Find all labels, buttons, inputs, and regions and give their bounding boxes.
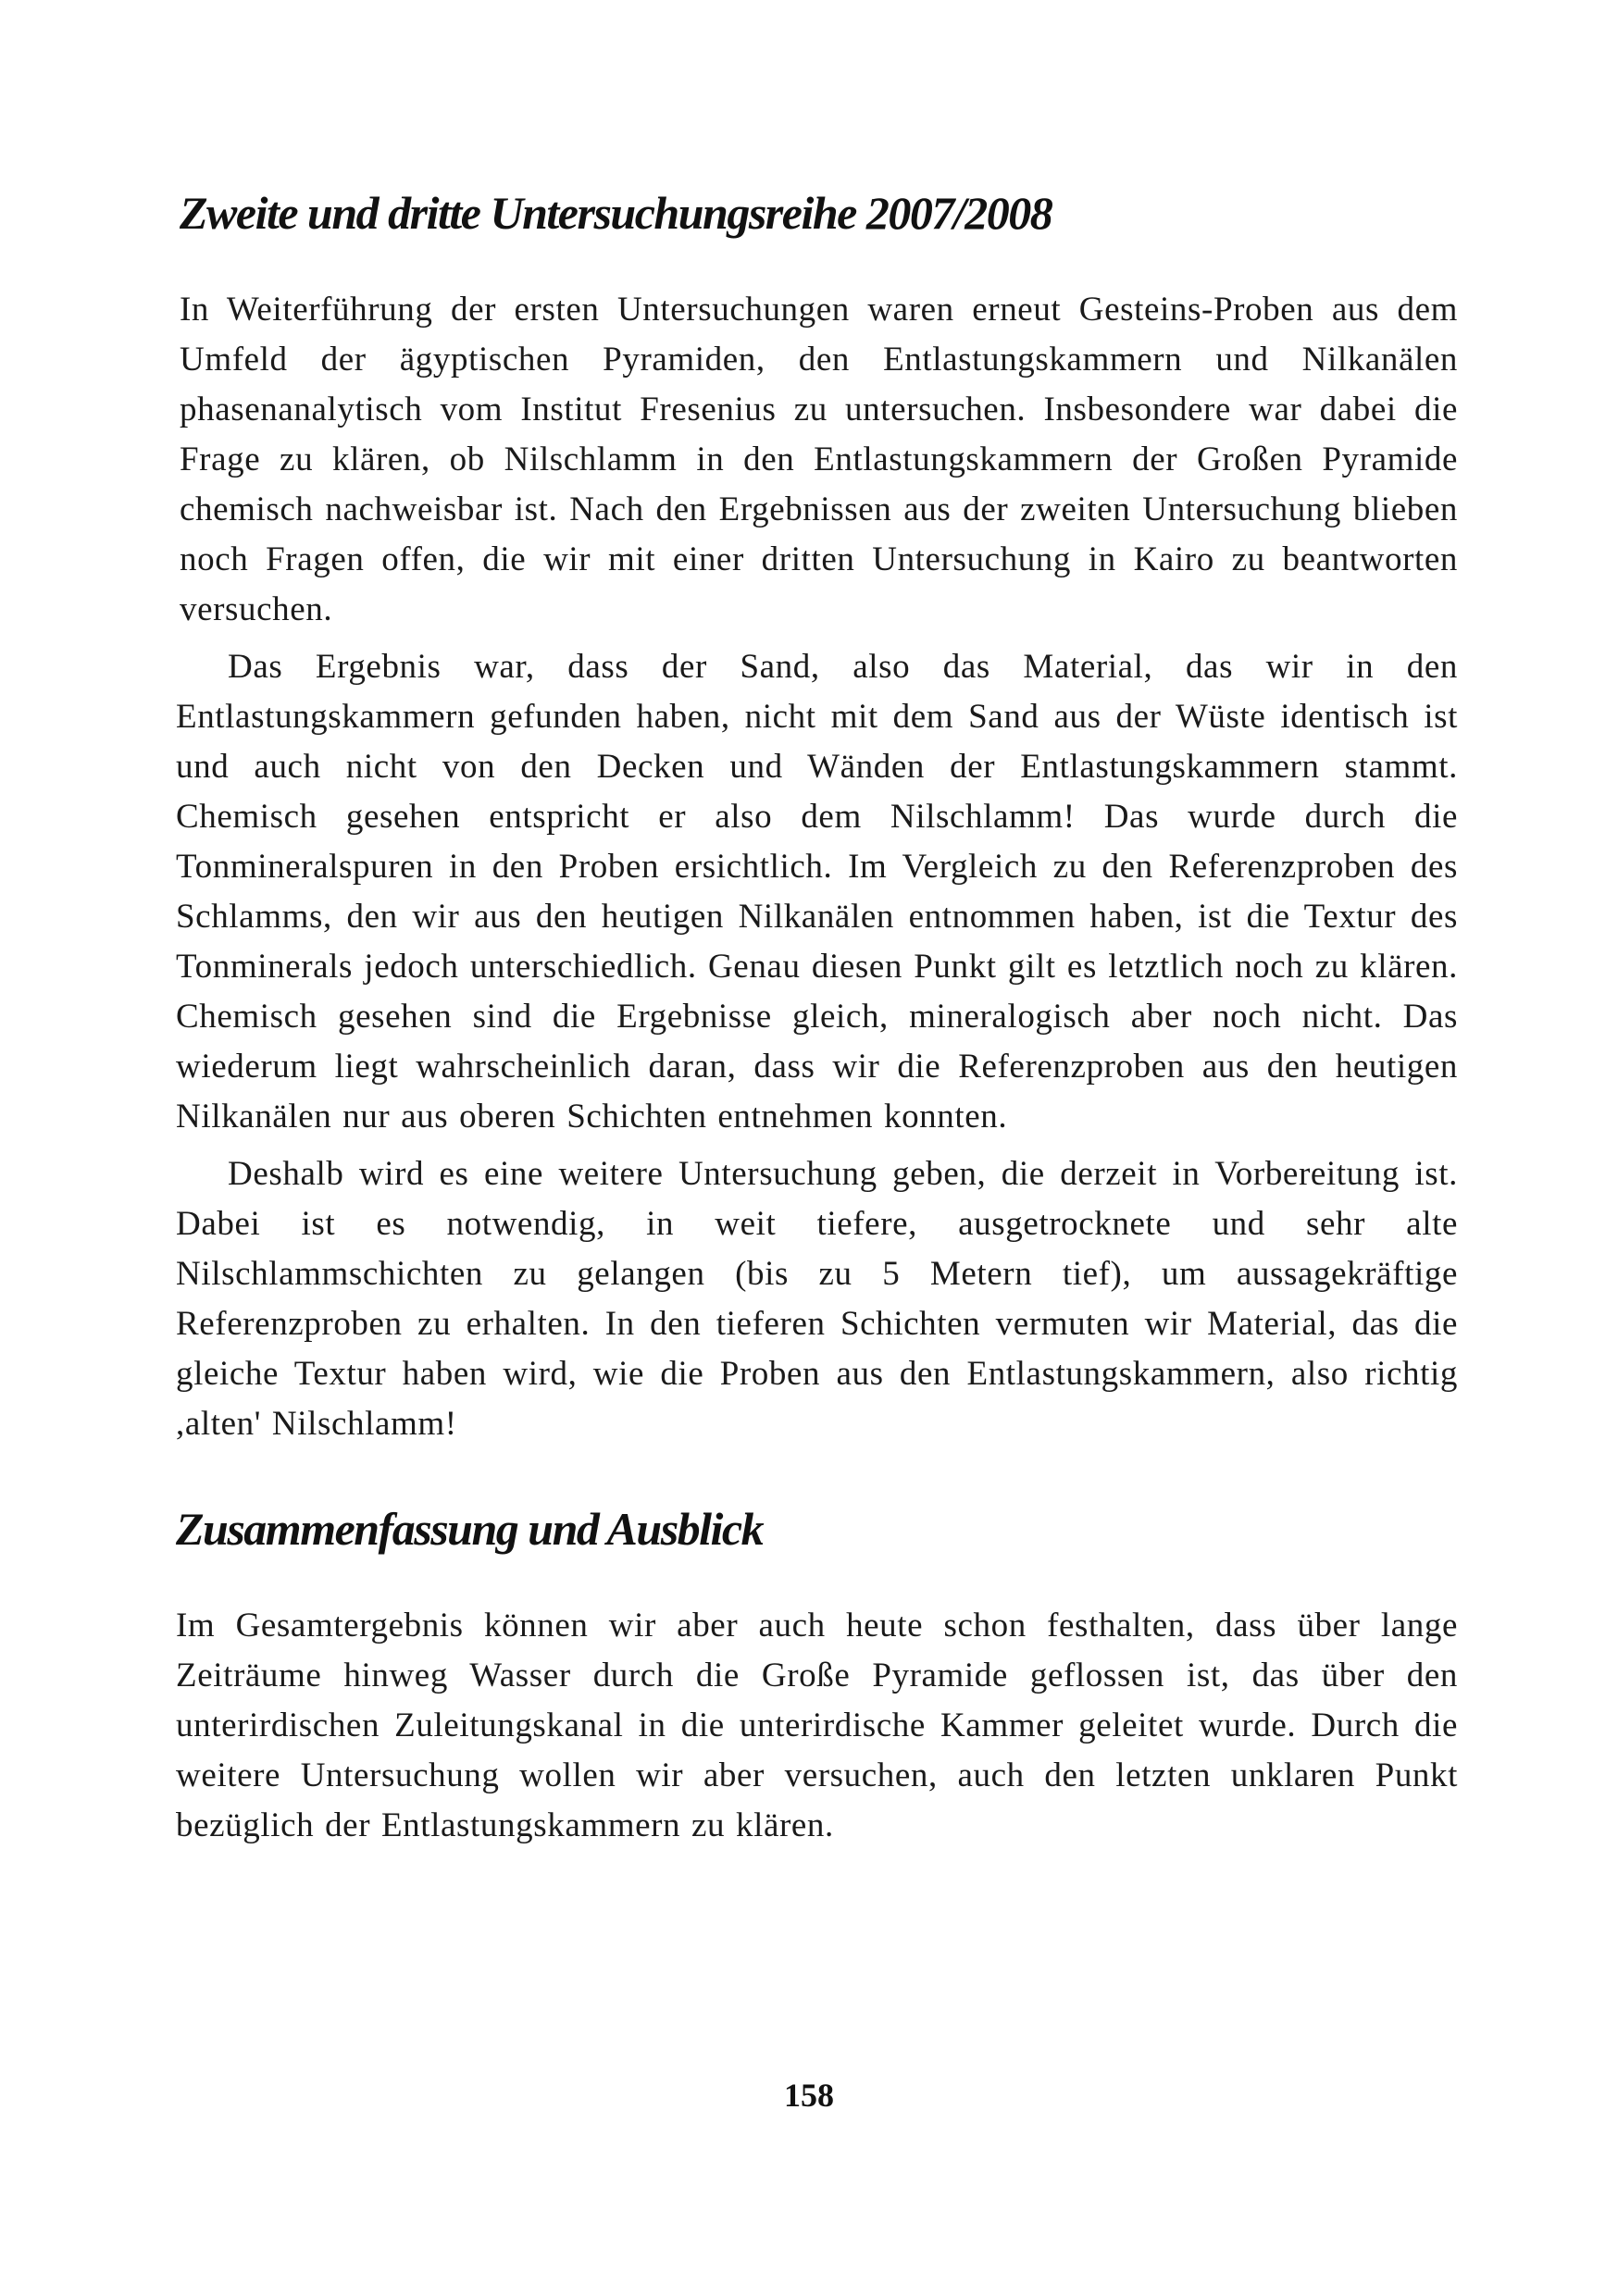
section-heading: Zusammenfassung und Ausblick: [176, 1503, 764, 1555]
page-content: [176, 185, 1458, 1851]
body-paragraph: Deshalb wird es eine weitere Untersuchung geben, die derzeit in Vorbereitung ist. Dabei ist es notwendig, in weit tiefere, ausgetrocknete und sehr alte Nilschlammschichten zu gelangen (bis zu 5 Metern tief), um aussagekräftige Referenzproben zu erhalten. In den tieferen Schichten vermuten wir Material, das die gleiche Textur haben wird, wie die Proben aus den Entlastungskammern, also richtig ,alten' Nilschlamm!: [176, 1155, 1458, 1443]
page-number: 158: [784, 2077, 834, 2114]
section-heading: Zweite und dritte Untersuchungsreihe 2007/2008: [180, 187, 1052, 239]
section-zusammenfassung: [176, 1501, 1458, 1851]
body-paragraph: Das Ergebnis war, dass der Sand, also das Material, das wir in den Entlastungskammern gefunden haben, nicht mit dem Sand aus der Wüste identisch ist und auch nicht von den Decken und Wänden der Entlastungskammern stammt. Chemisch gesehen entspricht er also dem Nilschlamm! Das wurde durch die Tonmineralspuren in den Proben ersichtlich. Im Vergleich zu den Referenzproben des Schlamms, den wir aus den heutigen Nilkanälen entnommen haben, ist die Textur des Tonminerals jedoch unterschiedlich. Genau diesen Punkt gilt es letztlich noch zu klären. Chemisch gesehen sind die Ergebnisse gleich, mineralogisch aber noch nicht. Das wiederum liegt wahrscheinlich daran, dass wir die Referenzproben aus den heutigen Nilkanälen nur aus oberen Schichten entnehmen konnten.: [176, 648, 1458, 1136]
section-untersuchungsreihe: [176, 185, 1458, 1449]
body-paragraph: In Weiterführung der ersten Untersuchungen waren erneut Gesteins-Proben aus dem Umfeld der ägyptischen Pyramiden, den Entlastungskammern und Nilkanälen phasenanalytisch vom Institut Fresenius zu untersuchen. Insbesondere war dabei die Frage zu klären, ob Nilschlamm in den Entlastungskammern der Großen Pyramide chemisch nachweisbar ist. Nach den Ergebnissen aus der zweiten Untersuchung blieben noch Fragen offen, die wir mit einer dritten Untersuchung in Kairo zu beantworten versuchen.: [180, 291, 1458, 628]
body-paragraph: Im Gesamtergebnis können wir aber auch heute schon festhalten, dass über lange Zeiträume hinweg Wasser durch die Große Pyramide geflossen ist, das über den unterirdischen Zuleitungskanal in die unterirdische Kammer geleitet wurde. Durch die weitere Untersuchung wollen wir aber versuchen, auch den letzten unklaren Punkt bezüglich der Entlastungskammern zu klären.: [176, 1607, 1458, 1844]
